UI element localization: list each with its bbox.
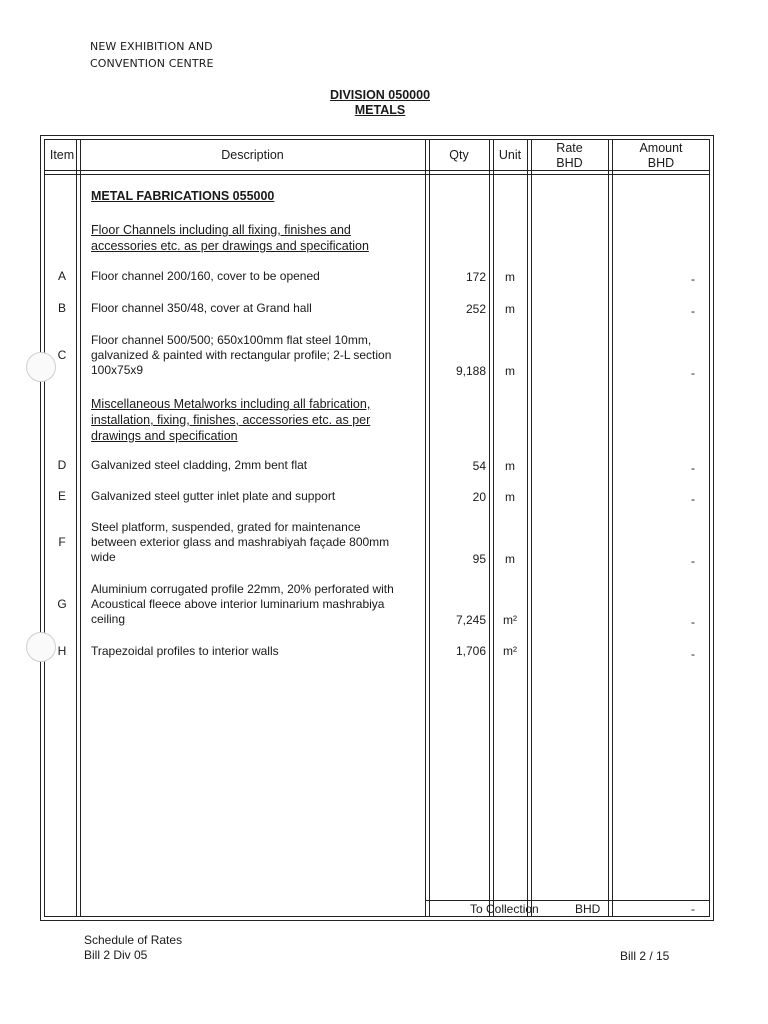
division-number: DIVISION 050000: [329, 88, 431, 102]
item-unit: m²: [503, 613, 517, 627]
collection-currency: BHD: [575, 902, 601, 916]
item-qty: 95: [472, 552, 486, 566]
item-description: [91, 333, 421, 378]
col-header-unit: Unit: [498, 148, 522, 162]
item-description: Floor channel 200/160, cover to be opened: [91, 269, 320, 283]
header-row-divider: [44, 170, 710, 171]
item-amount: -: [691, 461, 695, 475]
col-divider: [527, 139, 528, 917]
col-divider: [612, 139, 613, 917]
col-header-item: Item: [49, 148, 75, 162]
footer-bill-ref: Bill 2 Div 05: [84, 948, 148, 962]
item-amount: -: [691, 647, 695, 661]
item-letter: F: [58, 535, 66, 549]
description-line: ceiling: [91, 612, 126, 626]
item-description: [91, 582, 421, 627]
col-divider: [425, 139, 426, 917]
collection-label: To Collection: [470, 902, 539, 916]
col-header-description: Description: [221, 148, 284, 162]
item-letter: B: [57, 301, 66, 315]
col-divider: [489, 139, 490, 917]
item-qty: 54: [472, 459, 486, 473]
description-line: 100x75x9: [91, 363, 144, 377]
item-unit: m: [505, 552, 515, 566]
item-qty: 252: [465, 302, 486, 316]
item-letter: E: [57, 489, 66, 503]
item-unit: m: [505, 270, 515, 284]
subheading-floor-channels: [91, 222, 369, 254]
description-line: galvanized & painted with rectangular profile; 2-L section: [91, 348, 392, 362]
collection-row-divider: [425, 900, 710, 901]
col-divider: [429, 139, 430, 917]
item-unit: m²: [503, 644, 517, 658]
item-unit: m: [505, 490, 515, 504]
col-header-qty: Qty: [449, 148, 469, 162]
col-header-rate-currency: BHD: [556, 156, 583, 170]
subheading-line: installation, fixing, finishes, accessories etc. as per: [91, 413, 371, 427]
item-qty: 1,706: [455, 644, 486, 658]
item-unit: m: [505, 459, 515, 473]
item-unit: m: [505, 364, 515, 378]
item-letter: C: [57, 348, 67, 362]
description-line: Steel platform, suspended, grated for maintenance: [91, 520, 361, 534]
item-letter: G: [57, 597, 67, 611]
col-divider: [80, 139, 81, 917]
col-divider: [608, 139, 609, 917]
item-letter: H: [57, 644, 67, 658]
footer-left: [84, 933, 182, 963]
subheading-line: drawings and specification: [91, 429, 238, 443]
col-divider: [531, 139, 532, 917]
item-amount: -: [691, 615, 695, 629]
col-header-rate: [531, 141, 608, 171]
item-qty: 20: [472, 490, 486, 504]
division-heading: [280, 88, 480, 118]
item-letter: D: [57, 458, 67, 472]
section-title: METAL FABRICATIONS 055000: [91, 189, 275, 203]
item-qty: 9,188: [455, 364, 486, 378]
organization-name: [90, 38, 214, 72]
footer-page-number: Bill 2 / 15: [620, 949, 670, 963]
description-line: between exterior glass and mashrabiyah façade 800mm: [91, 535, 390, 549]
description-line: Aluminium corrugated profile 22mm, 20% perforated with: [91, 582, 394, 596]
item-description: Galvanized steel cladding, 2mm bent flat: [91, 458, 308, 472]
col-divider: [493, 139, 494, 917]
item-amount: -: [691, 272, 695, 286]
subheading-line: Floor Channels including all fixing, finishes and: [91, 223, 351, 237]
item-amount: -: [691, 304, 695, 318]
subheading-misc-metalworks: [91, 396, 370, 444]
col-header-amount: [612, 141, 710, 171]
punch-hole: [26, 352, 56, 382]
punch-hole: [26, 632, 56, 662]
header-row-divider: [44, 174, 710, 175]
item-description: Trapezoidal profiles to interior walls: [91, 644, 279, 658]
description-line: Floor channel 500/500; 650x100mm flat steel 10mm,: [91, 333, 372, 347]
item-qty: 7,245: [455, 613, 486, 627]
org-line-1: NEW EXHIBITION AND: [90, 40, 213, 53]
col-header-amount-currency: BHD: [647, 156, 675, 170]
item-unit: m: [505, 302, 515, 316]
item-letter: A: [57, 269, 66, 283]
description-line: wide: [91, 550, 116, 564]
item-qty: 172: [465, 270, 486, 284]
org-line-2: CONVENTION CENTRE: [90, 57, 214, 70]
description-line: Acoustical fleece above interior luminarium mashrabiya: [91, 597, 385, 611]
subheading-line: accessories etc. as per drawings and specification: [91, 239, 369, 253]
item-amount: -: [691, 554, 695, 568]
collection-amount: -: [691, 902, 695, 916]
item-amount: -: [691, 492, 695, 506]
division-name: METALS: [354, 103, 406, 117]
col-header-rate-label: Rate: [556, 141, 583, 155]
item-description: [91, 520, 421, 565]
item-amount: -: [691, 366, 695, 380]
item-description: Floor channel 350/48, cover at Grand hall: [91, 301, 312, 315]
col-divider: [76, 139, 77, 917]
item-description: Galvanized steel gutter inlet plate and support: [91, 489, 336, 503]
col-header-amount-label: Amount: [639, 141, 683, 155]
subheading-line: Miscellaneous Metalworks including all fabrication,: [91, 397, 371, 411]
footer-doc-title: Schedule of Rates: [84, 933, 183, 947]
